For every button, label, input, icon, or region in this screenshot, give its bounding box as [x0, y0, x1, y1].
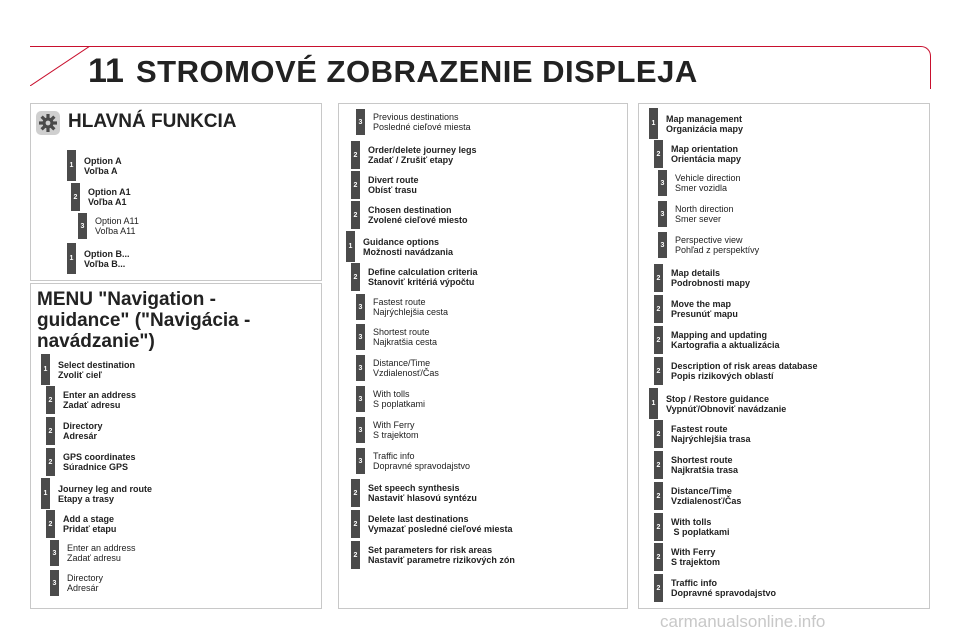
menu-item-select-destination: [41, 354, 135, 385]
item-label-en: Fastest route: [671, 424, 728, 434]
item-label-en: Shortest route: [671, 455, 733, 465]
level-badge: 2: [351, 510, 360, 538]
item-label-sk: Smer vozidla: [675, 183, 728, 193]
mid-order-delete-legs: [351, 141, 477, 169]
item-label-en: Option A: [84, 155, 122, 166]
level-badge: 2: [654, 140, 663, 168]
level-badge: 3: [356, 386, 365, 412]
level-badge: 3: [356, 417, 365, 443]
item-label-sk: Presunúť mapu: [671, 309, 738, 319]
item-label-en: Chosen destination: [368, 205, 452, 215]
menu-item-journey-leg: [41, 478, 152, 509]
item-label-sk: Dopravné spravodajstvo: [671, 588, 777, 598]
menu-item-add-stage: [46, 510, 116, 538]
mid-traffic-info: [356, 448, 470, 474]
item-label-sk: Adresár: [67, 583, 99, 593]
item-label-sk: Najkratšia trasa: [671, 465, 739, 475]
menu-title-line: navádzanie"): [37, 331, 155, 352]
level-badge: 2: [351, 479, 360, 507]
item-label-sk: Voľba A11: [95, 226, 136, 236]
level-badge: 2: [654, 264, 663, 292]
item-label-sk: Voľba A: [84, 165, 118, 176]
level-badge: 1: [67, 150, 76, 181]
item-label-en: Map management: [666, 113, 743, 124]
item-label-sk: Najrýchlejšia cesta: [373, 307, 449, 317]
level-badge: 2: [351, 263, 360, 291]
option-b: [67, 243, 130, 274]
level-badge: 2: [71, 183, 80, 211]
item-label-sk: S trajektom: [671, 557, 721, 567]
item-label-sk: Zadať / Zrušiť etapy: [368, 155, 454, 165]
item-label-sk: Stanoviť kritériá výpočtu: [368, 277, 475, 287]
item-label-sk: Posledné cieľové miesta: [373, 122, 471, 132]
level-badge: 3: [356, 109, 365, 135]
item-label-en: Move the map: [671, 299, 732, 309]
level-badge: 1: [67, 243, 76, 274]
item-label-en: With Ferry: [373, 420, 415, 430]
level-badge: 2: [46, 417, 55, 445]
item-label-sk: Vzdialenosť/Čas: [373, 368, 439, 378]
item-label-en: With tolls: [671, 517, 712, 527]
item-label-sk: S poplatkami: [373, 399, 426, 409]
item-label-sk: Obísť trasu: [368, 185, 417, 195]
right-stop-restore-guidance: [649, 388, 786, 419]
menu-item-directory: [46, 417, 103, 445]
option-a11: [78, 213, 139, 239]
right-mapping-updating: [654, 326, 780, 354]
right-distance-time: [654, 482, 741, 510]
item-label-en: With tolls: [373, 389, 410, 399]
level-badge: 2: [654, 451, 663, 479]
item-label-en: Map orientation: [671, 144, 738, 154]
item-label-en: Perspective view: [675, 235, 743, 245]
item-label-en: With Ferry: [671, 547, 716, 557]
item-label-sk: Zadať adresu: [63, 400, 121, 410]
item-label-en: Shortest route: [373, 327, 430, 337]
item-label-sk: Dopravné spravodajstvo: [373, 461, 471, 471]
level-badge: 2: [46, 448, 55, 476]
item-label-sk: Nastaviť hlasovú syntézu: [368, 493, 477, 503]
item-label-en: Option B...: [84, 248, 130, 259]
item-label-sk: Etapy a trasy: [58, 493, 115, 504]
mid-with-ferry: [356, 417, 419, 443]
item-label-sk: Voľba A1: [88, 197, 127, 207]
menu-item-stage-enter-address: [50, 540, 136, 566]
item-label-en: Enter an address: [63, 390, 137, 400]
option-a: [67, 150, 122, 181]
mid-fastest-route: [356, 294, 448, 320]
mid-guidance-options: [346, 231, 453, 262]
right-risk-areas-database: [654, 357, 818, 385]
header-diagonal-line: [30, 46, 90, 86]
item-label-sk: Zvoliť cieľ: [58, 369, 102, 380]
main-function-title: HLAVNÁ FUNKCIA: [68, 111, 237, 132]
item-label-en: Enter an address: [67, 543, 136, 553]
level-badge: 2: [654, 420, 663, 448]
item-label-en: Map details: [671, 268, 721, 278]
level-badge: 1: [41, 478, 50, 509]
page-number: 11: [88, 52, 124, 90]
item-label-sk: Vzdialenosť/Čas: [671, 496, 742, 506]
item-label-en: Description of risk areas database: [671, 361, 818, 371]
item-label-sk: Najkratšia cesta: [373, 337, 438, 347]
item-label-en: Select destination: [58, 359, 136, 370]
item-label-sk: Nastaviť parametre rizikových zón: [368, 555, 515, 565]
item-label-en: Mapping and updating: [671, 330, 767, 340]
level-badge: 2: [654, 574, 663, 602]
level-badge: 2: [654, 482, 663, 510]
item-label-en: Traffic info: [671, 578, 718, 588]
mid-define-criteria: [351, 263, 478, 291]
item-label-en: Fastest route: [373, 297, 426, 307]
item-label-sk: Zvolené cieľové miesto: [368, 215, 468, 225]
level-badge: 3: [356, 448, 365, 474]
level-badge: 3: [50, 570, 59, 596]
menu-item-enter-address: [46, 386, 136, 414]
right-with-ferry: [654, 543, 720, 571]
right-perspective-view: [658, 232, 759, 258]
item-label-en: Distance/Time: [671, 486, 732, 496]
mid-delete-last-destinations: [351, 510, 513, 538]
level-badge: 2: [654, 513, 663, 541]
item-label-en: Traffic info: [373, 451, 415, 461]
level-badge: 2: [351, 171, 360, 199]
level-badge: 1: [41, 354, 50, 385]
item-label-en: Directory: [63, 421, 103, 431]
item-label-en: Order/delete journey legs: [368, 145, 477, 155]
level-badge: 2: [654, 326, 663, 354]
menu-title-line: guidance" ("Navigácia -: [37, 310, 251, 331]
right-map-orientation: [654, 140, 741, 168]
item-label-sk: Podrobnosti mapy: [671, 278, 751, 288]
item-label-en: Directory: [67, 573, 104, 583]
right-vehicle-direction: [658, 170, 741, 196]
right-shortest-route: [654, 451, 738, 479]
item-label-en: Previous destinations: [373, 112, 459, 122]
watermark: carmanualsonline.info: [660, 612, 826, 631]
item-label-sk: Popis rizikových oblastí: [671, 371, 774, 381]
item-label-sk: Vymazať posledné cieľové miesta: [368, 524, 513, 534]
item-label-en: Vehicle direction: [675, 173, 741, 183]
level-badge: 1: [346, 231, 355, 262]
level-badge: 2: [654, 295, 663, 323]
item-label-en: Guidance options: [363, 236, 440, 247]
item-label-sk: Možnosti navádzania: [363, 246, 454, 257]
right-with-tolls: [654, 513, 730, 541]
level-badge: 3: [356, 355, 365, 381]
mid-previous-destinations: [356, 109, 471, 135]
level-badge: 3: [356, 294, 365, 320]
item-label-sk: Organizácia mapy: [666, 123, 744, 134]
mid-risk-area-parameters: [351, 541, 515, 569]
item-label-sk: Adresár: [63, 431, 98, 441]
item-label-en: North direction: [675, 204, 734, 214]
level-badge: 2: [351, 141, 360, 169]
option-a1: [71, 183, 131, 211]
menu-item-gps-coordinates: [46, 448, 136, 476]
right-north-direction: [658, 201, 734, 227]
page-title: STROMOVÉ ZOBRAZENIE DISPLEJA: [136, 54, 698, 89]
mid-shortest-route: [356, 324, 437, 350]
level-badge: 2: [654, 357, 663, 385]
mid-distance-time: [356, 355, 439, 381]
level-badge: 2: [654, 543, 663, 571]
mid-chosen-destination: [351, 201, 468, 229]
right-map-management: [649, 108, 743, 139]
item-label-en: Add a stage: [63, 514, 115, 524]
item-label-sk: Smer sever: [675, 214, 722, 224]
item-label-sk: S trajektom: [373, 430, 419, 440]
item-label-sk: Zadať adresu: [67, 553, 121, 563]
item-label-en: Journey leg and route: [58, 483, 153, 494]
level-badge: 2: [46, 510, 55, 538]
level-badge: 3: [78, 213, 87, 239]
menu-title-line: MENU "Navigation -: [37, 289, 216, 310]
item-label-en: GPS coordinates: [63, 452, 136, 462]
item-label-sk: Voľba B...: [84, 258, 126, 269]
item-label-en: Set parameters for risk areas: [368, 545, 493, 555]
menu-item-stage-directory: [50, 570, 103, 596]
level-badge: 2: [46, 386, 55, 414]
level-badge: 1: [649, 108, 658, 139]
level-badge: 3: [658, 201, 667, 227]
item-label-en: Set speech synthesis: [368, 483, 460, 493]
item-label-en: Delete last destinations: [368, 514, 469, 524]
navigation-menu-title: [37, 289, 250, 352]
item-label-en: Option A1: [88, 187, 131, 197]
item-label-sk: Vypnúť/Obnoviť navádzanie: [666, 403, 787, 414]
item-label-sk: Pridať etapu: [63, 524, 117, 534]
right-map-details: [654, 264, 750, 292]
mid-speech-synthesis: [351, 479, 477, 507]
gear-icon: [36, 111, 60, 135]
level-badge: 3: [658, 232, 667, 258]
item-label-en: Define calculation criteria: [368, 267, 478, 277]
right-move-map: [654, 295, 738, 323]
right-fastest-route: [654, 420, 751, 448]
item-label-en: Option A11: [95, 216, 139, 226]
item-label-sk: Kartografia a aktualizácia: [671, 340, 780, 350]
item-label-en: Distance/Time: [373, 358, 431, 368]
item-label-sk: S poplatkami: [671, 527, 730, 537]
mid-divert-route: [351, 171, 419, 199]
level-badge: 1: [649, 388, 658, 419]
mid-with-tolls: [356, 386, 425, 412]
item-label-sk: Najrýchlejšia trasa: [671, 434, 751, 444]
item-label-sk: Pohľad z perspektívy: [675, 245, 760, 255]
item-label-en: Stop / Restore guidance: [666, 393, 770, 404]
item-label-sk: Orientácia mapy: [671, 154, 742, 164]
level-badge: 3: [50, 540, 59, 566]
right-traffic-info: [654, 574, 776, 602]
level-badge: 2: [351, 201, 360, 229]
level-badge: 3: [658, 170, 667, 196]
level-badge: 2: [351, 541, 360, 569]
item-label-sk: Súradnice GPS: [63, 462, 129, 472]
level-badge: 3: [356, 324, 365, 350]
item-label-en: Divert route: [368, 175, 419, 185]
